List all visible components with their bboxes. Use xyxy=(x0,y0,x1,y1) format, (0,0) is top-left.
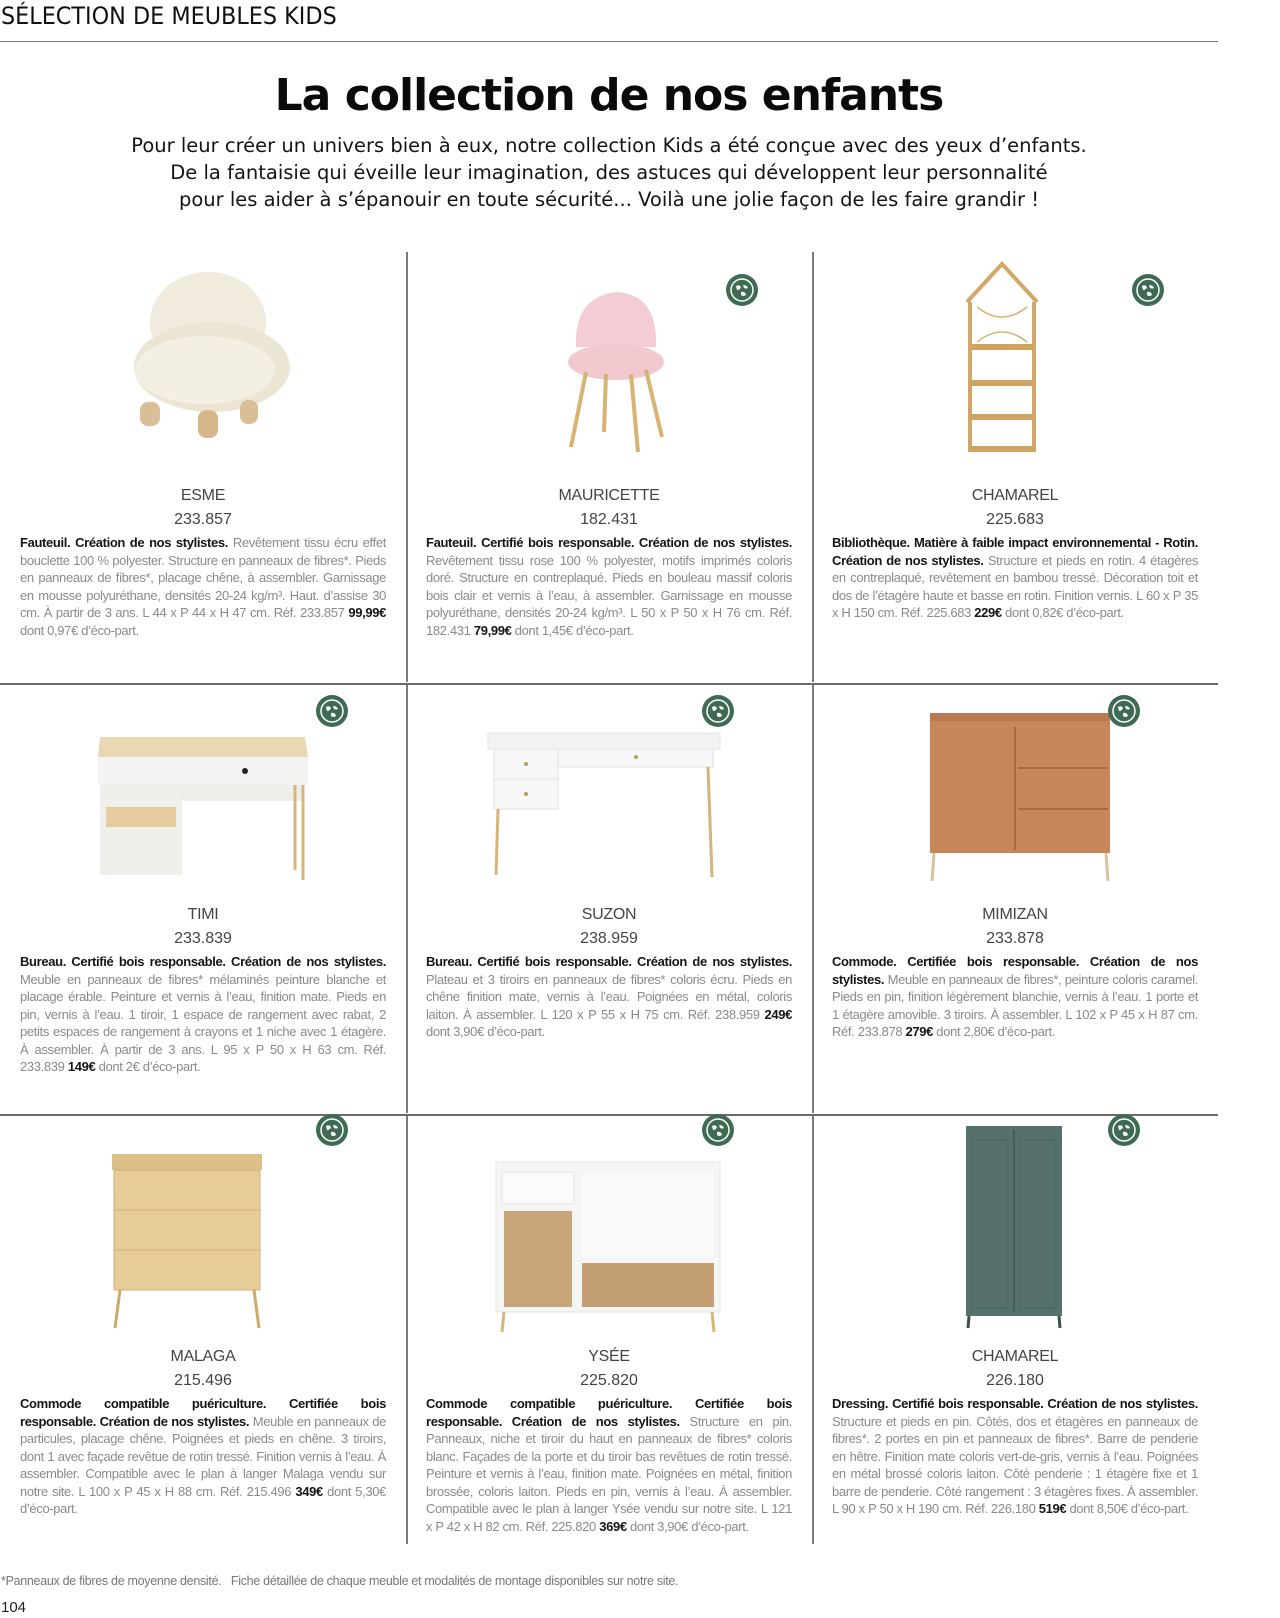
product-lead: Commode compatible puériculture. Certifiée bois responsable. Création de nos stylistes. xyxy=(426,1396,792,1429)
product-ref: 233.839 xyxy=(174,930,232,947)
product-ref: 233.857 xyxy=(174,511,232,528)
product-image-armchair xyxy=(0,252,406,477)
page-number: 104 xyxy=(1,1599,27,1616)
product-eco-part: dont 8,50€ d’éco-part. xyxy=(1066,1501,1189,1516)
product-ref: 182.431 xyxy=(580,511,638,528)
intro-line: De la fantaisie qui éveille leur imagination, des astuces qui développent leur personnalité xyxy=(170,161,1048,184)
product-name: SUZON xyxy=(581,906,637,923)
product-body: Revêtement tissu rose 100 % polyester, motifs imprimés coloris doré. Structure en contreplaqué. Pieds en bouleau massif coloris bois clair et vernis à l’eau, à assembler. Garnissage en mousse polyuréthane, densités 20-24 kg/m³. L 50 x P 50 x H 76 cm. Réf. 182.431 xyxy=(426,552,792,638)
globe-icon xyxy=(318,697,346,725)
globe-icon xyxy=(728,276,756,304)
product-ref: 238.959 xyxy=(580,930,638,947)
top-divider xyxy=(0,41,1218,42)
globe-icon xyxy=(704,697,732,725)
product-eco-part: dont 3,90€ d’éco-part. xyxy=(626,1518,749,1534)
eco-badge xyxy=(1108,1114,1140,1146)
eco-badge xyxy=(1132,274,1164,306)
product-eco-part: dont 2€ d’éco-part. xyxy=(95,1059,201,1074)
footnote: *Panneaux de fibres de moyenne densité. Fiche détaillée de chaque meuble et modalités de montage disponibles sur notre site. xyxy=(1,1574,679,1588)
product-description xyxy=(832,953,1198,1041)
product-description xyxy=(20,534,386,639)
eco-badge xyxy=(726,274,758,306)
section-title: SÉLECTION DE MEUBLES KIDS xyxy=(1,2,337,30)
product-ref: 215.496 xyxy=(174,1372,232,1389)
product-description xyxy=(20,953,386,1076)
product-lead: Bureau. Certifié bois responsable. Création de nos stylistes. xyxy=(426,954,792,969)
product-name: CHAMAREL xyxy=(971,487,1059,504)
product-price: 149€ xyxy=(67,1059,96,1074)
product-price: 99,99€ xyxy=(348,605,386,620)
page-headline: La collection de nos enfants xyxy=(274,70,944,121)
product-description xyxy=(426,1395,792,1535)
product-body: Meuble en panneaux de fibres*, peinture coloris caramel. Pieds en pin, finition légèrement blanchie, vernis à l’eau. 1 porte et 1 étagère amovible. 3 tiroirs. À assembler. L 102 x P 45 x H 87 cm. Réf. 233.878 xyxy=(832,971,1198,1039)
product-image-wardrobe xyxy=(812,1116,1218,1341)
product-price: 349€ xyxy=(295,1483,323,1499)
product-body: Revêtement tissu écru effet bouclette 100 % polyester. Structure en panneaux de fibres*. Pieds en panneaux de fibres*, placage chêne, à assembler. Garnissage en mousse polyuréthane, densités 20-24 kg/m³. Haut. d’assise 30 cm. À partir de 3 ans. L 44 x P 44 x H 47 cm. Réf. 233.857 xyxy=(20,535,386,620)
product-body: Structure et pieds en rotin. 4 étagères en contreplaqué, revêtement en bambou tressé. Décoration toit et dos de l’étagère haute et basse en rotin. Finition vernis. L 60 x P 35 x H 150 cm. Réf. 225.683 xyxy=(832,552,1198,620)
product-description xyxy=(20,1395,386,1518)
product-price: 279€ xyxy=(905,1024,934,1039)
product-lead: Commode. Certifiée bois responsable. Création de nos stylistes. xyxy=(832,954,1198,987)
product-price: 369€ xyxy=(599,1518,627,1534)
product-lead: Bureau. Certifié bois responsable. Création de nos stylistes. xyxy=(20,954,386,969)
product-price: 249€ xyxy=(764,1006,792,1022)
product-eco-part: dont 0,82€ d’éco-part. xyxy=(1001,605,1124,620)
product-image-dresser xyxy=(812,685,1218,910)
product-body: Meuble en panneaux de fibres* mélaminés peinture blanche et placage érable. Peinture et vernis à l’eau, finition mate. Pieds en pin, vernis à l’eau. 1 tiroir, 1 espace de rangement avec rabat, 2 petits espaces de rangement à crayons et 1 niche avec 1 étagère. À assembler. À partir de 3 ans. L 95 x P 50 x H 63 cm. Réf. 233.839 xyxy=(20,971,386,1074)
globe-icon xyxy=(1134,276,1162,304)
eco-badge xyxy=(702,1114,734,1146)
product-description xyxy=(426,953,792,1041)
eco-badge xyxy=(316,1114,348,1146)
product-eco-part: dont 0,97€ d’éco-part. xyxy=(20,622,139,638)
product-price: 519€ xyxy=(1038,1501,1067,1516)
globe-icon xyxy=(704,1116,732,1144)
product-lead: Bibliothèque. Matière à faible impact environnemental - Rotin. Création de nos stylistes. xyxy=(832,535,1198,568)
eco-badge xyxy=(702,695,734,727)
product-image-rattan-dresser xyxy=(406,1116,812,1341)
product-lead: Commode compatible puériculture. Certifiée bois responsable. Création de nos stylistes. xyxy=(20,1396,386,1429)
intro-paragraph xyxy=(0,132,1218,213)
product-name: TIMI xyxy=(187,906,219,923)
product-description xyxy=(832,1395,1198,1518)
globe-icon xyxy=(318,1116,346,1144)
product-price: 79,99€ xyxy=(473,622,512,638)
product-lead: Dressing. Certifié bois responsable. Création de nos stylistes. xyxy=(832,1396,1198,1411)
product-lead: Fauteuil. Certifié bois responsable. Création de nos stylistes. xyxy=(426,535,792,550)
product-name: MALAGA xyxy=(170,1348,236,1365)
intro-line: pour les aider à s’épanouir en toute sécurité... Voilà une jolie façon de les faire grandir ! xyxy=(178,188,1040,211)
product-price: 229€ xyxy=(974,605,1002,620)
product-name: ESME xyxy=(180,487,226,504)
intro-line: Pour leur créer un univers bien à eux, notre collection Kids a été conçue avec des yeux d’enfants. xyxy=(131,134,1087,157)
globe-icon xyxy=(1110,697,1138,725)
eco-badge xyxy=(316,695,348,727)
product-eco-part: dont 1,45€ d’éco-part. xyxy=(511,622,634,638)
product-body: Structure et pieds en pin. Côtés, dos et étagères en panneaux de fibres*. 2 portes en pin et panneaux de fibres*. Barre de penderie en hêtre. Finition mate coloris vert-de-gris, vernis à l’eau. Poignées en métal brossé coloris laiton. Côté penderie : 1 étagère fixe et 1 barre de penderie. Côté rangement : 3 étagères fixes. À assembler. L 90 x P 50 x H 190 cm. Réf. 226.180 xyxy=(832,1413,1198,1516)
product-ref: 225.820 xyxy=(580,1372,638,1389)
product-description xyxy=(426,534,792,639)
product-body: Structure en pin. Panneaux, niche et tiroir du haut en panneaux de fibres* coloris blanc. Façades de la porte et du tiroir bas revêtues de rotin tressé. Peinture et vernis à l’eau, finition mate. Poignées en métal, finition brossée, coloris laiton. Pieds en pin, vernis à l’eau. À assembler. Compatible avec le plan à langer Ysée vendu sur notre site. L 121 x P 42 x H 82 cm. Réf. 225.820 xyxy=(426,1413,792,1534)
product-eco-part: dont 5,30€ d’éco-part. xyxy=(20,1483,386,1516)
product-body: Meuble en panneaux de particules, placage chêne. Poignées et pieds en chêne. 3 tiroirs, dont 1 avec façade revêtue de rotin tressé. Finition vernis à l’eau. À assembler. Compatible avec le plan à langer Malaga vendu sur notre site. L 100 x P 45 x H 88 cm. Réf. 215.496 xyxy=(20,1413,387,1499)
product-body: Plateau et 3 tiroirs en panneaux de fibres* coloris écru. Pieds en chêne finition mate, vernis à l’eau. Poignées en métal, coloris laiton. À assembler. L 120 x P 55 x H 75 cm. Réf. 238.959 xyxy=(426,971,792,1022)
product-name: CHAMAREL xyxy=(971,1348,1059,1365)
product-name: MAURICETTE xyxy=(558,487,660,504)
globe-icon xyxy=(1110,1116,1138,1144)
product-eco-part: dont 3,90€ d’éco-part. xyxy=(426,1024,545,1039)
product-image-chest xyxy=(0,1116,406,1341)
product-name: MIMIZAN xyxy=(982,906,1048,923)
product-eco-part: dont 2,80€ d’éco-part. xyxy=(933,1024,1056,1039)
product-ref: 226.180 xyxy=(986,1372,1044,1389)
product-ref: 225.683 xyxy=(986,511,1044,528)
eco-badge xyxy=(1108,695,1140,727)
product-image-desk xyxy=(406,685,812,910)
product-description xyxy=(832,534,1198,622)
product-lead: Fauteuil. Création de nos stylistes. xyxy=(20,535,229,550)
product-ref: 233.878 xyxy=(986,930,1044,947)
product-name: YSÉE xyxy=(588,1348,630,1365)
